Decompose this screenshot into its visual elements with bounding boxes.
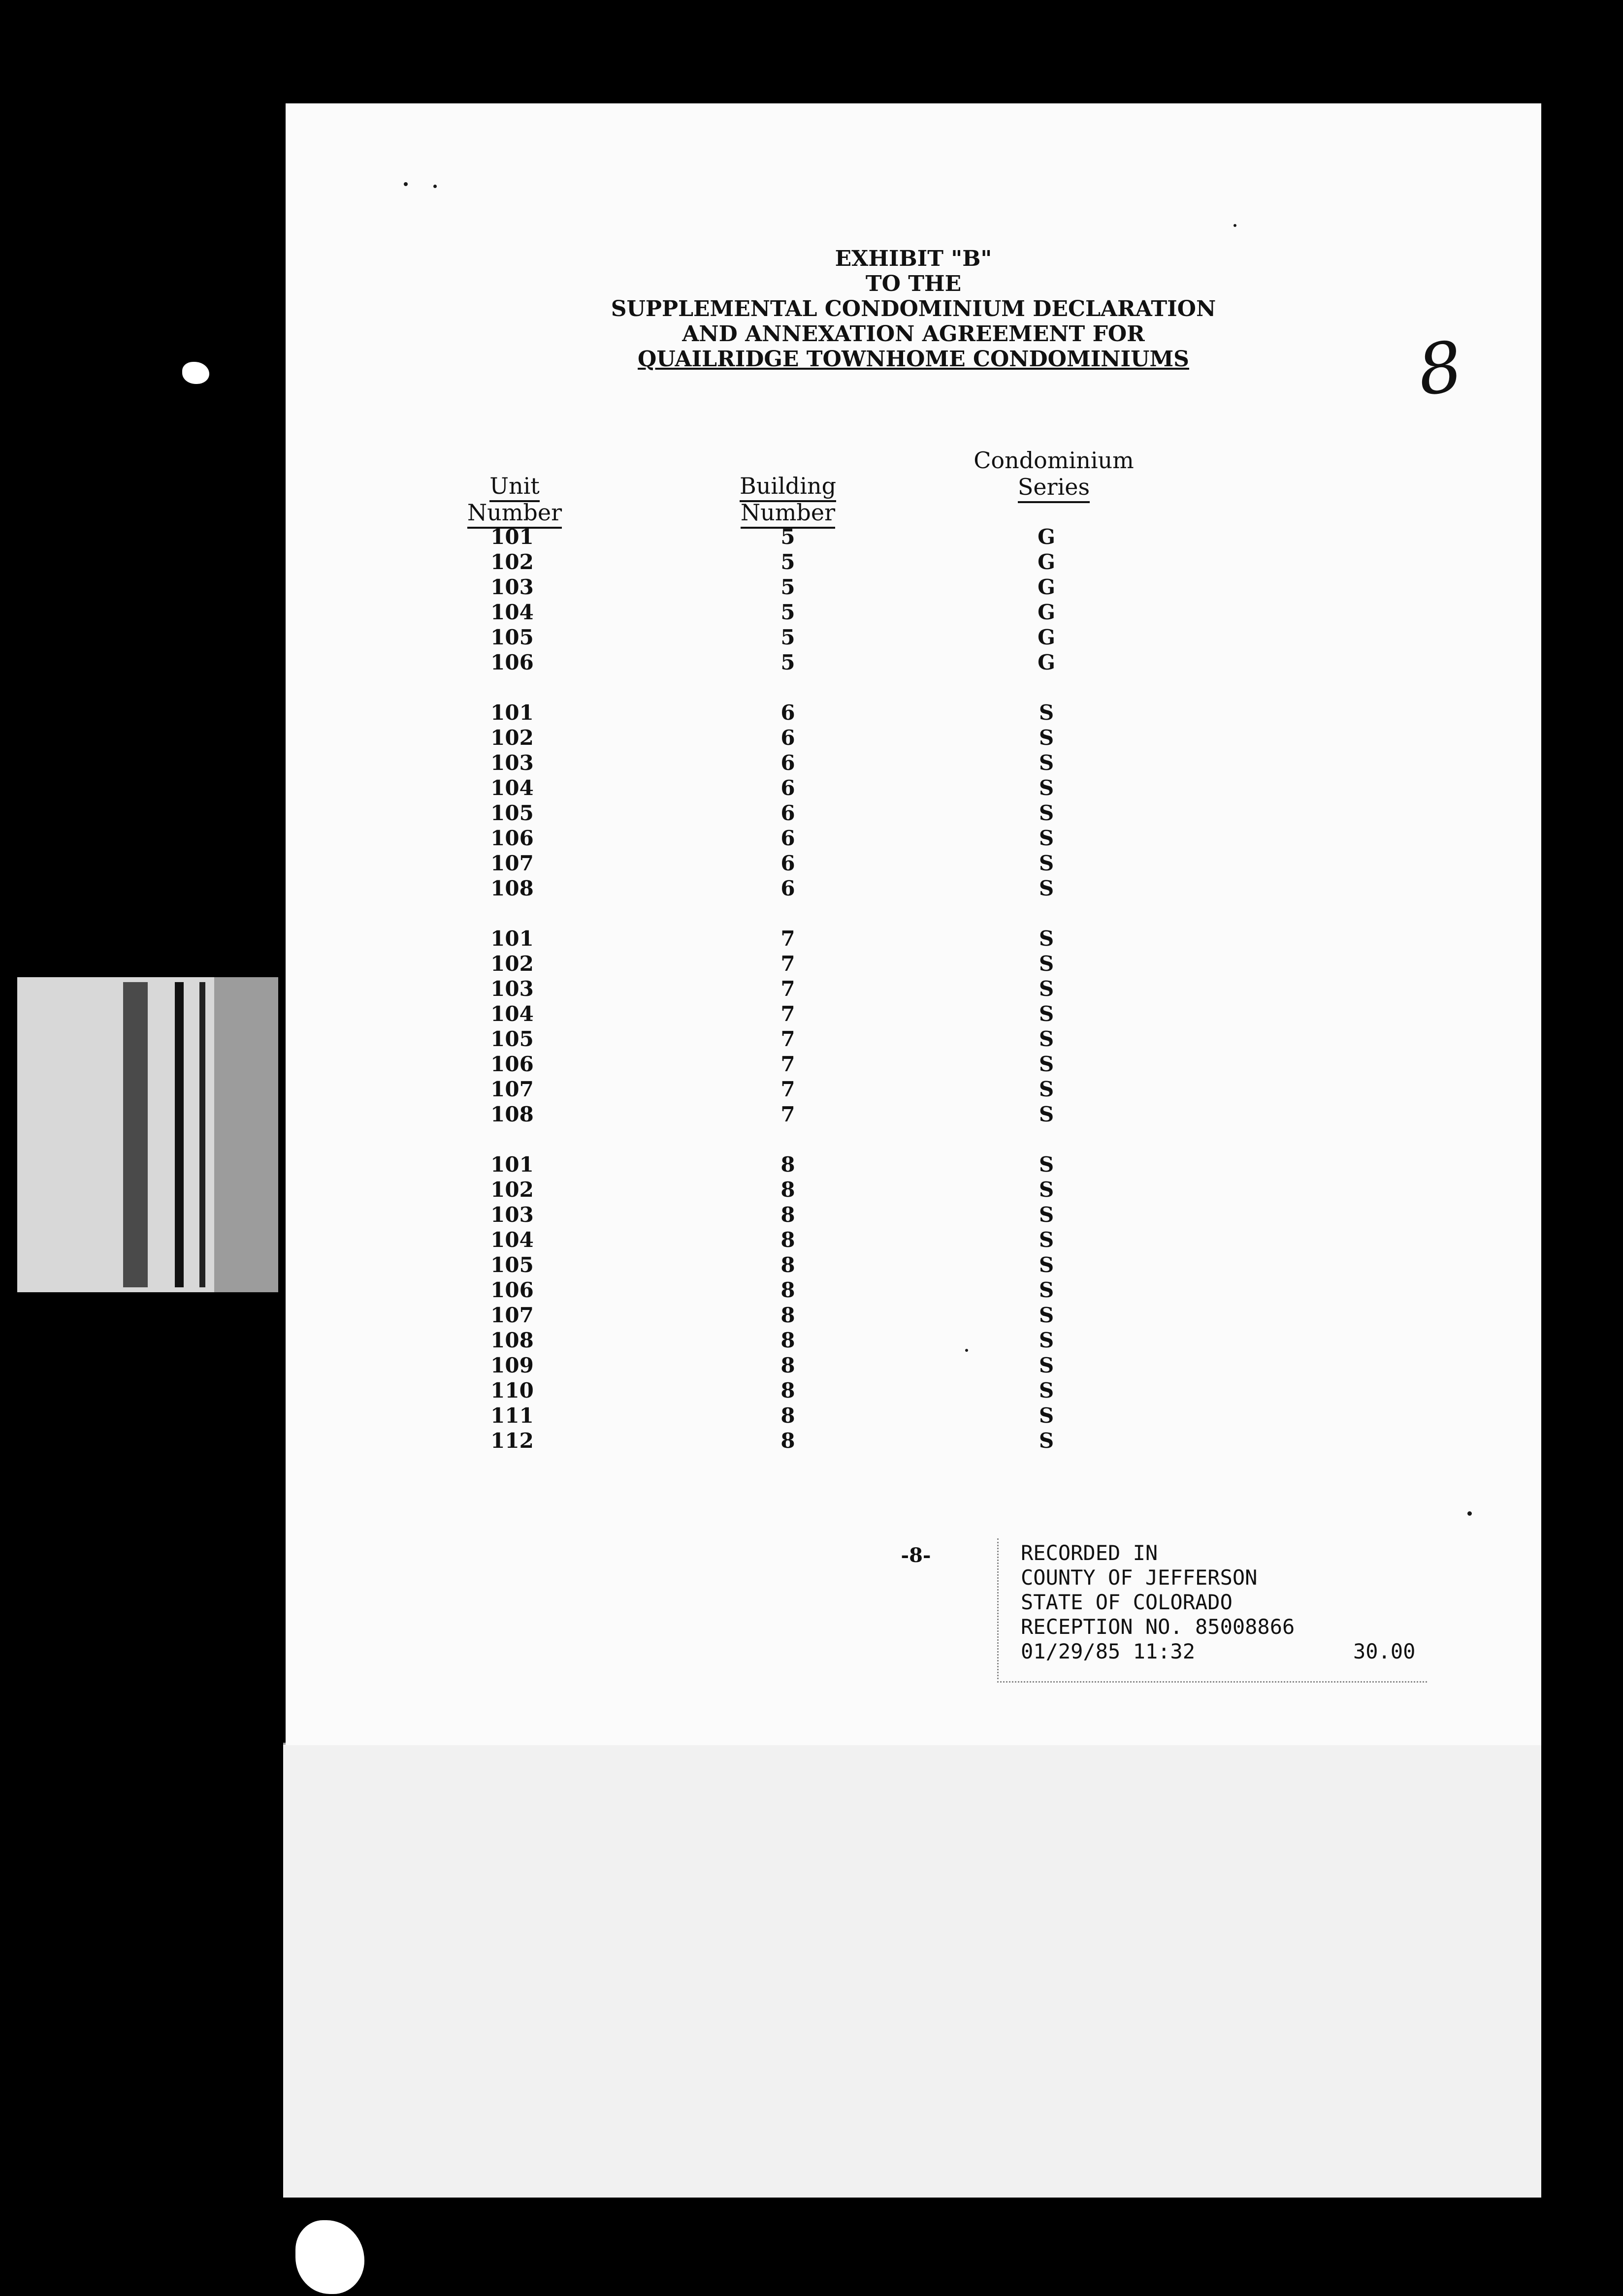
unit-number-cell: 105 bbox=[490, 1027, 534, 1051]
unit-number-cell: 101 bbox=[490, 926, 534, 951]
exhibit-heading bbox=[286, 246, 1541, 372]
scan-edge-bar bbox=[199, 982, 205, 1287]
table-row bbox=[286, 1052, 1541, 1077]
condominium-series-cell: S bbox=[1039, 1027, 1054, 1051]
unit-number-cell: 111 bbox=[490, 1403, 534, 1428]
condominium-series-cell: S bbox=[1039, 1253, 1054, 1277]
table-row bbox=[286, 1152, 1541, 1177]
building-number-cell: 8 bbox=[780, 1378, 795, 1403]
unit-number-cell: 104 bbox=[490, 1228, 534, 1252]
unit-number-cell: 108 bbox=[490, 876, 534, 900]
condominium-series-cell: G bbox=[1038, 650, 1055, 674]
building-number-cell: 8 bbox=[780, 1228, 795, 1252]
building-number-cell: 6 bbox=[780, 701, 795, 725]
table-row bbox=[286, 800, 1541, 826]
building-number-cell: 7 bbox=[780, 926, 795, 951]
column-header-series bbox=[970, 447, 1137, 500]
scan-speck bbox=[1233, 224, 1236, 227]
stamp-fee: 30.00 bbox=[1353, 1639, 1416, 1663]
table-row bbox=[286, 826, 1541, 851]
building-number-cell: 7 bbox=[780, 977, 795, 1001]
unit-number-cell: 107 bbox=[490, 1077, 534, 1101]
building-number-cell: 5 bbox=[780, 575, 795, 599]
table-row bbox=[286, 775, 1541, 800]
table-row bbox=[286, 876, 1541, 901]
unit-number-cell: 104 bbox=[490, 776, 534, 800]
building-number-cell: 6 bbox=[780, 751, 795, 775]
heading-line: SUPPLEMENTAL CONDOMINIUM DECLARATION bbox=[611, 296, 1216, 321]
scan-edge-artifact bbox=[17, 977, 278, 1292]
building-number-cell: 5 bbox=[780, 650, 795, 674]
unit-number-cell: 107 bbox=[490, 851, 534, 875]
condominium-series-cell: S bbox=[1039, 952, 1054, 976]
condominium-series-cell: S bbox=[1039, 701, 1054, 725]
table-row bbox=[286, 1026, 1541, 1052]
heading-line: TO THE bbox=[865, 271, 962, 296]
table-row bbox=[286, 524, 1541, 549]
building-number-cell: 8 bbox=[780, 1303, 795, 1327]
condominium-series-cell: G bbox=[1038, 600, 1055, 624]
table-row bbox=[286, 976, 1541, 1001]
condominium-series-cell: G bbox=[1038, 525, 1055, 549]
condominium-series-cell: S bbox=[1039, 776, 1054, 800]
unit-number-cell: 107 bbox=[490, 1303, 534, 1327]
table-row bbox=[286, 625, 1541, 650]
scan-edge-bar bbox=[175, 982, 184, 1287]
condominium-series-cell: S bbox=[1039, 876, 1054, 900]
table-row bbox=[286, 725, 1541, 750]
column-header-building bbox=[689, 473, 886, 526]
unit-number-cell: 105 bbox=[490, 801, 534, 825]
condominium-series-cell: S bbox=[1039, 851, 1054, 875]
table-row bbox=[286, 1001, 1541, 1026]
column-header-series-line2: Series bbox=[1018, 474, 1090, 503]
building-number-cell: 6 bbox=[780, 851, 795, 875]
unit-number-cell: 101 bbox=[490, 701, 534, 725]
condominium-series-cell: S bbox=[1039, 751, 1054, 775]
table-row bbox=[286, 1328, 1541, 1353]
building-number-cell: 7 bbox=[780, 1052, 795, 1076]
table-row bbox=[286, 1303, 1541, 1328]
building-number-cell: 8 bbox=[780, 1429, 795, 1453]
condominium-series-cell: S bbox=[1039, 1353, 1054, 1377]
document-page bbox=[286, 103, 1541, 1745]
table-row bbox=[286, 549, 1541, 574]
condominium-series-cell: S bbox=[1039, 801, 1054, 825]
building-number-cell: 8 bbox=[780, 1152, 795, 1177]
building-number-cell: 6 bbox=[780, 876, 795, 900]
table-row bbox=[286, 1252, 1541, 1277]
building-number-cell: 5 bbox=[780, 625, 795, 649]
column-header-building-label: Building Number bbox=[740, 473, 836, 529]
underlying-sheet bbox=[283, 1743, 1541, 2198]
building-number-cell: 6 bbox=[780, 776, 795, 800]
unit-number-cell: 103 bbox=[490, 575, 534, 599]
unit-number-cell: 106 bbox=[490, 650, 534, 674]
condominium-series-cell: S bbox=[1039, 1328, 1054, 1352]
condominium-series-cell: G bbox=[1038, 575, 1055, 599]
recording-stamp bbox=[997, 1538, 1427, 1683]
building-number-cell: 5 bbox=[780, 525, 795, 549]
page-number: -8- bbox=[901, 1544, 931, 1567]
table-row bbox=[286, 1177, 1541, 1202]
table-row bbox=[286, 1428, 1541, 1453]
stamp-line: RECEPTION NO. 85008866 bbox=[1021, 1615, 1295, 1639]
unit-number-cell: 103 bbox=[490, 977, 534, 1001]
table-row bbox=[286, 600, 1541, 625]
condominium-series-cell: S bbox=[1039, 1203, 1054, 1227]
building-number-cell: 5 bbox=[780, 600, 795, 624]
unit-number-cell: 105 bbox=[490, 625, 534, 649]
table-row bbox=[286, 574, 1541, 600]
building-number-cell: 8 bbox=[780, 1353, 795, 1377]
unit-number-cell: 105 bbox=[490, 1253, 534, 1277]
handwritten-page-mark: 8 bbox=[1413, 326, 1467, 412]
column-header-unit bbox=[451, 473, 579, 526]
scan-edge-bar bbox=[214, 977, 278, 1292]
unit-number-cell: 101 bbox=[490, 525, 534, 549]
condominium-series-cell: S bbox=[1039, 1178, 1054, 1202]
unit-number-cell: 106 bbox=[490, 1052, 534, 1076]
column-header-series-line1: Condominium bbox=[974, 447, 1134, 474]
condominium-series-cell: S bbox=[1039, 1052, 1054, 1076]
scan-speck bbox=[1467, 1511, 1472, 1516]
building-number-cell: 6 bbox=[780, 826, 795, 850]
building-number-cell: 6 bbox=[780, 726, 795, 750]
table-row bbox=[286, 951, 1541, 976]
heading-line: AND ANNEXATION AGREEMENT FOR bbox=[682, 321, 1145, 347]
unit-number-cell: 102 bbox=[490, 1178, 534, 1202]
condominium-series-cell: S bbox=[1039, 1228, 1054, 1252]
unit-number-cell: 104 bbox=[490, 1002, 534, 1026]
stamp-line: STATE OF COLORADO bbox=[1021, 1590, 1233, 1614]
stamp-line: COUNTY OF JEFFERSON bbox=[1021, 1565, 1258, 1590]
condominium-series-cell: S bbox=[1039, 1378, 1054, 1403]
unit-table bbox=[286, 524, 1541, 1453]
condominium-series-cell: G bbox=[1038, 550, 1055, 574]
table-row bbox=[286, 1353, 1541, 1378]
building-number-cell: 5 bbox=[780, 550, 795, 574]
condominium-series-cell: S bbox=[1039, 1403, 1054, 1428]
condominium-series-cell: S bbox=[1039, 1077, 1054, 1101]
unit-number-cell: 110 bbox=[490, 1378, 534, 1403]
stamp-line: 01/29/85 11:32 bbox=[1021, 1639, 1196, 1663]
unit-number-cell: 106 bbox=[490, 1278, 534, 1302]
table-row bbox=[286, 700, 1541, 725]
condominium-series-cell: S bbox=[1039, 1102, 1054, 1126]
scan-speck bbox=[433, 185, 437, 188]
condominium-series-cell: S bbox=[1039, 1278, 1054, 1302]
building-number-cell: 8 bbox=[780, 1253, 795, 1277]
table-row bbox=[286, 650, 1541, 675]
building-number-cell: 7 bbox=[780, 952, 795, 976]
unit-number-cell: 112 bbox=[490, 1429, 534, 1453]
unit-number-cell: 102 bbox=[490, 952, 534, 976]
table-row bbox=[286, 851, 1541, 876]
table-row bbox=[286, 926, 1541, 951]
unit-number-cell: 103 bbox=[490, 1203, 534, 1227]
building-number-cell: 6 bbox=[780, 801, 795, 825]
condominium-series-cell: S bbox=[1039, 1152, 1054, 1177]
scan-speck bbox=[404, 182, 408, 186]
column-header-unit-label: Unit Number bbox=[467, 473, 562, 529]
scan-speck bbox=[295, 2220, 364, 2294]
building-number-cell: 7 bbox=[780, 1027, 795, 1051]
unit-number-cell: 108 bbox=[490, 1102, 534, 1126]
condominium-series-cell: S bbox=[1039, 1429, 1054, 1453]
heading-line-underlined: QUAILRIDGE TOWNHOME CONDOMINIUMS bbox=[638, 347, 1189, 372]
scan-edge-bar bbox=[123, 982, 148, 1287]
unit-number-cell: 102 bbox=[490, 550, 534, 574]
building-number-cell: 8 bbox=[780, 1203, 795, 1227]
stamp-line: RECORDED IN bbox=[1021, 1541, 1158, 1565]
table-row bbox=[286, 750, 1541, 775]
building-number-cell: 8 bbox=[780, 1328, 795, 1352]
table-row bbox=[286, 1378, 1541, 1403]
condominium-series-cell: S bbox=[1039, 977, 1054, 1001]
unit-number-cell: 102 bbox=[490, 726, 534, 750]
building-number-cell: 8 bbox=[780, 1403, 795, 1428]
building-number-cell: 8 bbox=[780, 1278, 795, 1302]
condominium-series-cell: S bbox=[1039, 826, 1054, 850]
building-number-cell: 7 bbox=[780, 1102, 795, 1126]
heading-line: EXHIBIT "B" bbox=[835, 246, 992, 271]
unit-number-cell: 106 bbox=[490, 826, 534, 850]
building-number-cell: 7 bbox=[780, 1002, 795, 1026]
condominium-series-cell: S bbox=[1039, 926, 1054, 951]
table-row bbox=[286, 1227, 1541, 1252]
table-row bbox=[286, 1403, 1541, 1428]
table-row bbox=[286, 1077, 1541, 1102]
unit-number-cell: 101 bbox=[490, 1152, 534, 1177]
scan-speck bbox=[965, 1349, 968, 1352]
unit-number-cell: 103 bbox=[490, 751, 534, 775]
condominium-series-cell: S bbox=[1039, 1303, 1054, 1327]
condominium-series-cell: S bbox=[1039, 726, 1054, 750]
table-row bbox=[286, 1277, 1541, 1303]
scan-speck bbox=[182, 362, 209, 384]
condominium-series-cell: G bbox=[1038, 625, 1055, 649]
table-row bbox=[286, 1202, 1541, 1227]
table-row bbox=[286, 1102, 1541, 1127]
condominium-series-cell: S bbox=[1039, 1002, 1054, 1026]
building-number-cell: 8 bbox=[780, 1178, 795, 1202]
unit-number-cell: 109 bbox=[490, 1353, 534, 1377]
building-number-cell: 7 bbox=[780, 1077, 795, 1101]
unit-number-cell: 108 bbox=[490, 1328, 534, 1352]
unit-number-cell: 104 bbox=[490, 600, 534, 624]
